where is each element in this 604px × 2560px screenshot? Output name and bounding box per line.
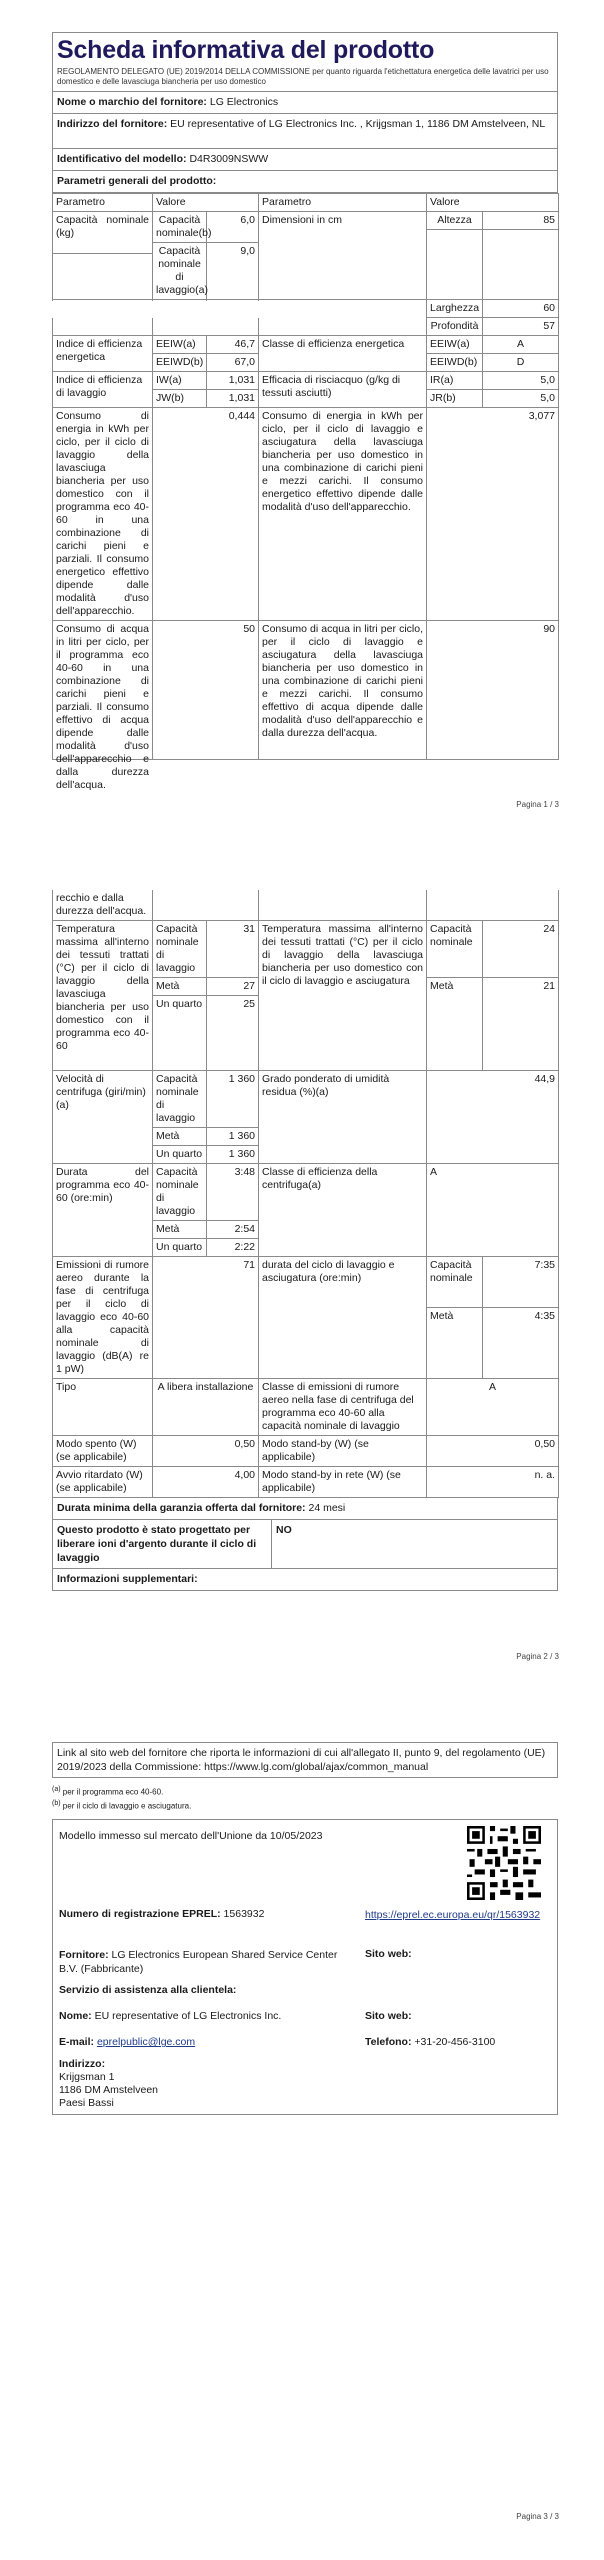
delay-label: Avvio ritardato (W) (se applicabile) [53, 1467, 153, 1498]
wd-dur-cap-value: 7:35 [483, 1257, 559, 1308]
dims-spacer-val [483, 230, 559, 300]
table-row [53, 408, 559, 621]
water-cycle-cont: recchio e dalla durezza dell'acqua. [53, 890, 153, 921]
page-title: Scheda informativa del prodotto [57, 36, 435, 64]
spacer [153, 890, 259, 921]
wd-dur-half-value: 4:35 [483, 1308, 559, 1379]
site-label: Sito web: [365, 1948, 412, 1961]
net-standby-value: n. a. [427, 1467, 559, 1498]
table-row [53, 318, 559, 336]
page-1 [52, 32, 558, 791]
table-row [53, 1379, 559, 1436]
rinse-label: Efficacia di risciacquo (g/kg di tessuti asciutti) [259, 372, 427, 408]
spacer [53, 318, 153, 336]
table-row [53, 1257, 559, 1308]
wd-dur-half-label: Metà [427, 1308, 483, 1379]
service-name-label: Nome: [59, 2010, 92, 2023]
page-3-footer: Pagina 3 / 3 [516, 2512, 559, 2521]
header-param: Parametro [53, 194, 153, 212]
page-1-footer: Pagina 1 / 3 [516, 800, 559, 809]
dur-half-label: Metà [153, 1221, 207, 1239]
dur-quarter-value: 2:22 [207, 1239, 259, 1257]
rinse-b-value: 5,0 [483, 390, 559, 408]
dur-quarter-label: Un quarto [153, 1239, 207, 1257]
spin-class-label: Classe di efficienza della centrifuga(a) [259, 1164, 427, 1257]
supplier-address-label: Indirizzo del fornitore: [57, 118, 168, 130]
address-label: Indirizzo: [59, 2058, 106, 2071]
off-label: Modo spento (W) (se applicabile) [53, 1436, 153, 1467]
height-label: Altezza [427, 212, 483, 230]
warranty-value: 24 mesi [308, 1502, 346, 1514]
qr-code-icon [467, 1826, 541, 1900]
info-box [52, 1819, 558, 2115]
header-value-2: Valore [427, 194, 559, 212]
supplier-link-text: Link al sito web del fornitore che riporta le informazioni di cui all'allegato II, punto 9, del regolamento (UE) 2019/2023 della Commissione: https://www.lg.com/global/ajax/common_manual [57, 1747, 546, 1773]
tmax-wd-label: Temperatura massima all'interno dei tessuti trattati (°C) per il ciclo di lavaggio della lavasciuga biancheria per uso domestico con il ciclo di lavaggio e asciugatura [259, 921, 427, 1071]
eprel-link[interactable]: https://eprel.ec.europa.eu/qr/1563932 [365, 1909, 541, 1922]
table-row [53, 1071, 559, 1128]
eclass-label: Classe di efficienza energetica [259, 336, 427, 372]
fornitore-value: LG Electronics European Shared Service Center B.V. (Fabbricante) [59, 1949, 338, 1976]
cap-dry-value: 9,0 [207, 243, 259, 300]
address-line-1: Krijgsman 1 [59, 2071, 115, 2084]
table-row [53, 212, 559, 230]
dur-cap-label: Capacità nominale di lavaggio [153, 1164, 207, 1221]
spin-class-value: A [427, 1164, 559, 1257]
energy-wd-label: Consumo di energia in kWh per ciclo, per il ciclo di lavaggio e asciugatura della lavasciuga biancheria per uso domestico in una combinazione di carichi pieni e mezzi carichi. Il consumo energetico effettivo dipende dalle modalità d'uso dell'apparecchio. [259, 408, 427, 621]
duration-label: Durata del programma eco 40-60 (ore:min) [53, 1164, 153, 1257]
footnotes [52, 1784, 558, 1811]
silver-row [53, 1520, 557, 1569]
supplier-info [59, 1948, 359, 1976]
water-cycle-label: Consumo di acqua in litri per ciclo, per il programma eco 40-60 in una combinazione di carichi pieni e parziali. Il consumo effettivo di acqua dipende dalle modalità d'uso dell'apparecchio e dalla durezza dell'acqua. [56, 623, 149, 791]
water-cycle-value: 50 [153, 621, 259, 760]
width-value: 60 [483, 300, 559, 318]
water-wd-label: Consumo di acqua in litri per ciclo, per il ciclo di lavaggio e asciugatura della lavasciuga biancheria per uso domestico in una combinazione di carichi pieni e mezzi carichi. Il consumo effettivo di acqua dipende dalle modalità d'uso dell'apparecchio e dalla durezza dell'acqua. [259, 621, 427, 760]
moisture-label: Grado ponderato di umidità residua (%)(a) [259, 1071, 427, 1164]
wash-idx-label: Indice di efficienza di lavaggio [53, 372, 153, 408]
phone-row [365, 2036, 495, 2048]
phone-value: +31-20-456-3100 [414, 2036, 496, 2049]
spin-quarter-label: Un quarto [153, 1146, 207, 1164]
depth-label: Profondità [427, 318, 483, 336]
spacer [259, 318, 427, 336]
site2-label: Sito web: [365, 2010, 412, 2023]
tmax-quarter-value: 25 [207, 996, 259, 1071]
tmax-half-value: 27 [207, 978, 259, 996]
page-3 [52, 1742, 558, 2115]
spacer [153, 318, 259, 336]
iw-value: 1,031 [207, 372, 259, 390]
spin-cap-label: Capacità nominale di lavaggio [153, 1071, 207, 1128]
eclass-w-label: EEIW(a) [427, 336, 483, 354]
header-box [52, 32, 558, 193]
tmax-wd-cap-value: 24 [483, 921, 559, 978]
energy-wd-value: 3,077 [427, 408, 559, 621]
dims-label: Dimensioni in cm [259, 212, 427, 300]
silver-label: Questo prodotto è stato progettato per liberare ioni d'argento durante il ciclo di lavaggio [53, 1520, 272, 1568]
model-label: Identificativo del modello: [57, 153, 187, 165]
eei-w-label: EEIW(a) [153, 336, 207, 354]
params-table-1b [52, 317, 559, 791]
address-block [59, 2058, 158, 2110]
warranty-label: Durata minima della garanzia offerta dal fornitore: [57, 1502, 306, 1514]
email-row [59, 2036, 195, 2048]
regulation-text: REGOLAMENTO DELEGATO (UE) 2019/2014 DELLA COMMISSIONE per quanto riguarda l'etichettatura energetica delle lavatrici per uso domestico e delle lavasciuga biancheria per uso domestico [57, 67, 549, 86]
footnote-b: (b) per il ciclo di lavaggio e asciugatura. [52, 1799, 192, 1811]
tmax-half-label: Metà [153, 978, 207, 996]
capacity-spacer [53, 253, 153, 299]
standby-label: Modo stand-by (W) (se applicabile) [259, 1436, 427, 1467]
table-row [53, 1436, 559, 1467]
table-row [53, 890, 559, 921]
noise-label: Emissioni di rumore aereo durante la fase di centrifuga per il ciclo di lavaggio eco 40-60 alla capacità nominale di lavaggio (dB(A) re 1 pW) [53, 1257, 153, 1379]
table-row [53, 336, 559, 354]
eclass-wd-label: EEIWD(b) [427, 354, 483, 372]
spacer [53, 300, 259, 318]
wd-dur-cap-label: Capacità nominale [427, 1257, 483, 1308]
rinse-a-label: IR(a) [427, 372, 483, 390]
eclass-w-value: A [483, 336, 559, 354]
service-name-value: EU representative of LG Electronics Inc. [94, 2010, 282, 2023]
supplier-row [53, 92, 557, 114]
water-cycle-cell [53, 621, 153, 791]
table-row [53, 921, 559, 978]
page-2-bottom-box [52, 1498, 558, 1591]
email-label: E-mail: [59, 2036, 95, 2049]
footnote-a: (a) per il programma eco 40-60. [52, 1786, 164, 1797]
spin-cap-value: 1 360 [207, 1071, 259, 1128]
table-row [53, 1467, 559, 1498]
model-value: D4R3009NSWW [189, 153, 269, 165]
dur-half-value: 2:54 [207, 1221, 259, 1239]
noise-class-value: A [427, 1379, 559, 1436]
jw-label: JW(b) [153, 390, 207, 408]
spacer [259, 890, 427, 921]
energy-cycle-value: 0,444 [153, 408, 259, 621]
params-table-1 [52, 193, 559, 318]
eei-w-value: 46,7 [207, 336, 259, 354]
warranty-row [53, 1498, 557, 1520]
market-date: Modello immesso sul mercato dell'Unione da 10/05/2023 [59, 1830, 323, 1843]
title-row [53, 33, 557, 92]
service-name-row [59, 2010, 281, 2022]
table-row [53, 1164, 559, 1221]
table-header-row [53, 194, 559, 212]
page-2 [52, 890, 558, 1591]
supplier-address-value: EU representative of LG Electronics Inc. , Krijgsman 1, 1186 DM Amstelveen, NL [170, 118, 546, 130]
type-value: A libera installazione [153, 1379, 259, 1436]
tmax-label: Temperatura massima all'interno dei tessuti trattati (°C) per il ciclo di lavaggio della lavasciuga biancheria per uso domestico con il programma eco 40-60 [53, 921, 153, 1071]
width-label: Larghezza [427, 300, 483, 318]
model-row [53, 149, 557, 171]
general-params-row: Parametri generali del prodotto: [57, 175, 217, 187]
extra-info-label: Informazioni supplementari: [57, 1573, 198, 1585]
footnote-a-text: per il programma eco 40-60. [62, 1787, 164, 1797]
capacity-label: Capacità nominale (kg) [53, 212, 153, 254]
spin-half-label: Metà [153, 1128, 207, 1146]
table-row [53, 372, 559, 390]
supplier-label: Nome o marchio del fornitore: [57, 96, 207, 108]
eei-wd-value: 67,0 [207, 354, 259, 372]
fornitore-label: Fornitore: [59, 1949, 109, 1962]
tmax-quarter-label: Un quarto [153, 996, 207, 1071]
tmax-wd-half-value: 21 [483, 978, 559, 1071]
noise-class-label: Classe di emissioni di rumore aereo nella fase di centrifuga del programma eco 40-60 alla capacità nominale di lavaggio [259, 1379, 427, 1436]
spacer [259, 300, 427, 318]
silver-value: NO [276, 1524, 292, 1536]
dur-cap-value: 3:48 [207, 1164, 259, 1221]
spin-quarter-value: 1 360 [207, 1146, 259, 1164]
net-standby-label: Modo stand-by in rete (W) (se applicabile) [259, 1467, 427, 1498]
jw-value: 1,031 [207, 390, 259, 408]
eprel-row [59, 1908, 264, 1920]
delay-value: 4,00 [153, 1467, 259, 1498]
iw-label: IW(a) [153, 372, 207, 390]
tmax-wd-cap-label: Capacità nominale [427, 921, 483, 978]
wd-dur-label: durata del ciclo di lavaggio e asciugatura (ore:min) [259, 1257, 427, 1379]
dims-spacer [427, 230, 483, 300]
phone-label: Telefono: [365, 2036, 412, 2049]
footnote-b-text: per il ciclo di lavaggio e asciugatura. [62, 1801, 192, 1811]
eprel-label: Numero di registrazione EPREL: [59, 1908, 221, 1921]
table-row [53, 621, 559, 760]
energy-cycle-label: Consumo di energia in kWh per ciclo, per il ciclo di lavaggio della lavasciuga biancheria per uso domestico con il programma eco 40-60 in una combinazione di carichi pieni e parziali. Il consumo energetico effettivo dipende dalle modalità d'uso dell'apparecchio. [53, 408, 153, 621]
supplier-value: LG Electronics [209, 96, 279, 108]
rinse-b-label: JR(b) [427, 390, 483, 408]
table-row [53, 300, 559, 318]
depth-value: 57 [483, 318, 559, 336]
cap-dry-label: Capacità nominale di lavaggio(a) [153, 243, 207, 300]
link-box [52, 1742, 558, 1778]
moisture-value: 44,9 [427, 1071, 559, 1164]
page-2-footer: Pagina 2 / 3 [516, 1652, 559, 1661]
eei-label: Indice di efficienza energetica [53, 336, 153, 372]
supplier-address-row [53, 114, 557, 149]
header-param-2: Parametro [259, 194, 427, 212]
email-link[interactable]: eprelpublic@lge.com [96, 2036, 196, 2049]
params-table-2 [52, 890, 559, 1498]
eprel-value: 1563932 [223, 1908, 265, 1921]
cap-wash-label: Capacità nominale(b) [153, 212, 207, 243]
tmax-cap-label: Capacità nominale di lavaggio [153, 921, 207, 978]
spin-half-value: 1 360 [207, 1128, 259, 1146]
type-label: Tipo [53, 1379, 153, 1436]
spin-label: Velocità di centrifuga (giri/min)(a) [53, 1071, 153, 1164]
tmax-cap-value: 31 [207, 921, 259, 978]
eei-wd-label: EEIWD(b) [153, 354, 207, 372]
header-value: Valore [153, 194, 259, 212]
standby-value: 0,50 [427, 1436, 559, 1467]
cap-wash-value: 6,0 [207, 212, 259, 243]
off-value: 0,50 [153, 1436, 259, 1467]
rinse-a-value: 5,0 [483, 372, 559, 390]
eclass-wd-value: D [483, 354, 559, 372]
tmax-wd-half-label: Metà [427, 978, 483, 1071]
address-line-2: 1186 DM Amstelveen [59, 2084, 159, 2097]
service-label: Servizio di assistenza alla clientela: [59, 1984, 237, 1997]
height-value: 85 [483, 212, 559, 230]
water-wd-value: 90 [427, 621, 559, 760]
spacer [427, 890, 559, 921]
noise-value: 71 [153, 1257, 259, 1379]
address-line-3: Paesi Bassi [59, 2097, 114, 2110]
